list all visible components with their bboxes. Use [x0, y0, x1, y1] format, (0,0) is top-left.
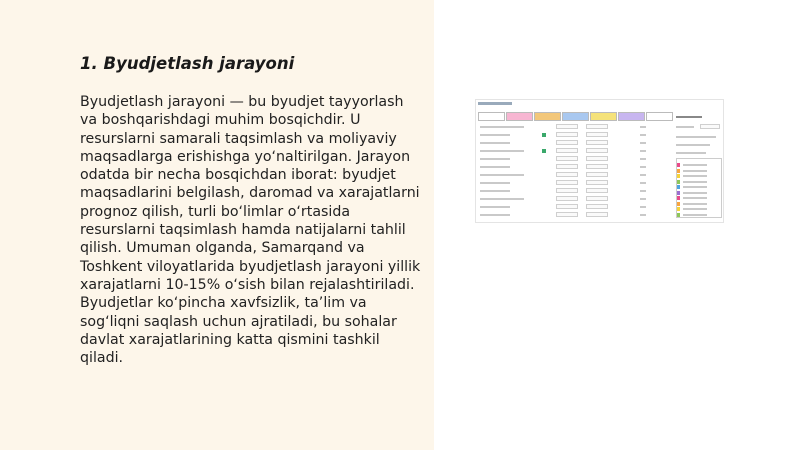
category-color-marker [677, 174, 680, 178]
grid-cell [556, 140, 578, 145]
grid-row-label [480, 142, 510, 144]
check-icon [542, 149, 546, 153]
grid-cell [586, 156, 608, 161]
sidebar-line [676, 144, 710, 146]
grid-cell [556, 172, 578, 177]
grid-cell [586, 188, 608, 193]
category-label [683, 208, 707, 210]
sheet-tab [646, 112, 673, 121]
category-color-marker [677, 207, 680, 211]
grid-cell [556, 212, 578, 217]
grid-value [640, 142, 646, 144]
grid-row-label [480, 206, 510, 208]
category-color-marker [677, 185, 680, 189]
budget-spreadsheet-screenshot [475, 99, 724, 223]
summary-sidebar [676, 114, 722, 220]
grid-cell [556, 156, 578, 161]
grid-row-label [480, 190, 510, 192]
grid-cell [586, 140, 608, 145]
category-label [683, 186, 707, 188]
grid-row-label [480, 126, 524, 128]
grid-value [640, 190, 646, 192]
grid-value [640, 166, 646, 168]
category-color-marker [677, 191, 680, 195]
category-label [683, 192, 707, 194]
sheet-grid [480, 126, 670, 218]
slide-title: 1. Byudjetlash jarayoni [80, 54, 295, 73]
grid-cell [586, 172, 608, 177]
sheet-tab [562, 112, 589, 121]
grid-row-label [480, 214, 510, 216]
grid-value [640, 214, 646, 216]
grid-cell [586, 148, 608, 153]
grid-cell [586, 204, 608, 209]
grid-row-label [480, 182, 510, 184]
grid-cell [556, 148, 578, 153]
category-label [683, 214, 707, 216]
grid-row-label [480, 166, 510, 168]
app-logo [478, 102, 512, 105]
grid-row-label [480, 198, 524, 200]
grid-row-label [480, 158, 510, 160]
grid-cell [556, 196, 578, 201]
sidebar-category-list [676, 158, 722, 218]
grid-row-label [480, 134, 510, 136]
grid-value [640, 206, 646, 208]
sidebar-line [676, 152, 706, 154]
grid-cell [556, 180, 578, 185]
grid-cell [556, 204, 578, 209]
grid-cell [586, 212, 608, 217]
category-color-marker [677, 163, 680, 167]
grid-row-label [480, 174, 524, 176]
slide-paragraph: Byudjetlash jarayoni — bu byudjet tayyorlash va boshqarishdagi muhim bosqichdir. U resurslarni samarali taqsimlash va moliyaviy maqsadlarga erishishga yo‘naltirilgan. Jarayon odatda bir necha bosqichdan iborat: byudjet maqsadlarini belgilash, daromad va xarajatlarni prognoz qilish, turli bo‘limlar o‘rtasida resurslarni taqsimlash hamda natijalarni tahlil qilish. Umuman olganda, Samarqand va Toshkent viloyatlarida byudjetlash jarayoni yillik xarajatlarni 10-15% o‘sish bilan rejalashtiriladi. Byudjetlar ko‘pincha xavfsizlik, ta’lim va sog‘liqni saqlash uchun ajratiladi, bu sohalar davlat xarajatlarining katta qismini tashkil qiladi. [80, 94, 421, 367]
category-label [683, 164, 707, 166]
category-label [683, 175, 707, 177]
grid-row-label [480, 150, 524, 152]
sheet-tab [618, 112, 645, 121]
category-color-marker [677, 196, 680, 200]
category-color-marker [677, 169, 680, 173]
image-panel [434, 0, 800, 450]
sheet-tab [506, 112, 533, 121]
grid-cell [586, 164, 608, 169]
grid-cell [556, 132, 578, 137]
sheet-tab [590, 112, 617, 121]
sheet-tabs [478, 112, 674, 121]
sidebar-line [676, 136, 716, 138]
grid-cell [586, 132, 608, 137]
category-label [683, 181, 707, 183]
category-color-marker [677, 202, 680, 206]
sidebar-line [676, 126, 694, 128]
sheet-tab [534, 112, 561, 121]
grid-value [640, 150, 646, 152]
grid-value [640, 182, 646, 184]
check-icon [542, 133, 546, 137]
grid-cell [586, 180, 608, 185]
sidebar-heading [676, 116, 702, 118]
grid-value [640, 198, 646, 200]
grid-cell [556, 188, 578, 193]
category-color-marker [677, 213, 680, 217]
category-color-marker [677, 180, 680, 184]
grid-cell [556, 164, 578, 169]
grid-cell [586, 124, 608, 129]
category-label [683, 197, 707, 199]
sheet-tab [478, 112, 505, 121]
grid-value [640, 158, 646, 160]
grid-value [640, 126, 646, 128]
category-label [683, 203, 707, 205]
sidebar-select [700, 124, 720, 129]
grid-cell [586, 196, 608, 201]
grid-cell [556, 124, 578, 129]
category-label [683, 170, 707, 172]
grid-value [640, 174, 646, 176]
grid-value [640, 134, 646, 136]
